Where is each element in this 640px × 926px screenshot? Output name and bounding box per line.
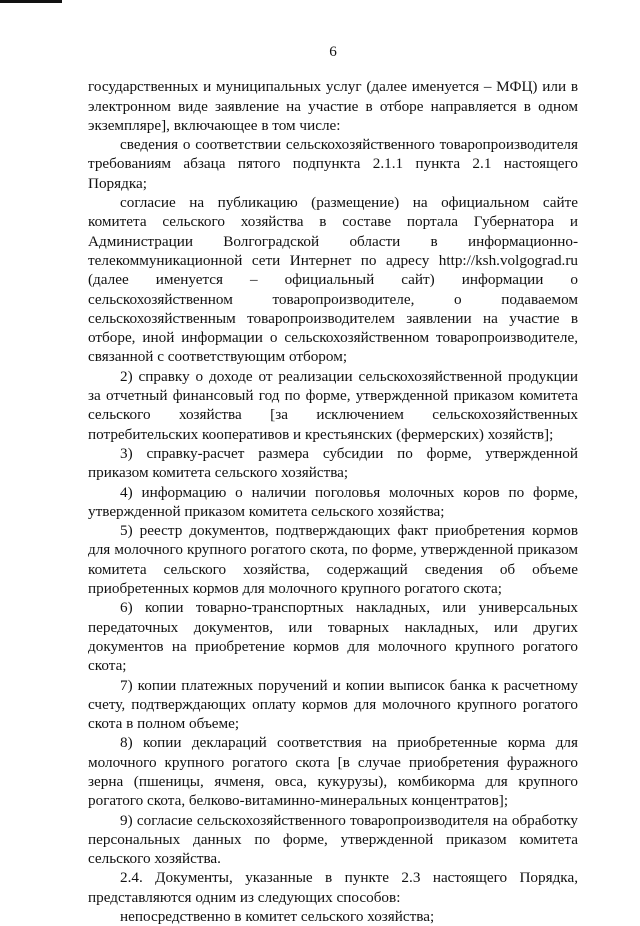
- paragraph-direct-submission: непосредственно в комитет сельского хозяйства;: [120, 908, 435, 926]
- paragraph-continuation: государственных и муниципальных услуг (далее именуется – МФЦ) или в электронном виде заявление на участие в отборе направляется в одном экземпляре], включающее в том числе:: [88, 78, 578, 134]
- paragraph-item-5: 5) реестр документов, подтверждающих факт приобретения кормов для молочного крупного рогатого скота, по форме, утвержденной приказом комитета сельского хозяйства, содержащий сведения об объеме приобретенных кормов для молочного крупного рогатого скота;: [88, 522, 578, 598]
- paragraph-publication-consent: согласие на публикацию (размещение) на официальном сайте комитета сельского хозяйства в составе портала Губернатора и Администрации Волгоградской области в информационно-телекоммуникационной сети Интернет по адресу http://ksh.volgograd.ru (далее именуется – официальный сайт) информации о сельскохозяйственном товаропроизводителе, о подаваемом сельскохозяйственным товаропроизводителем заявлении на участие в отборе, иной информации о сельскохозяйственном товаропроизводителе, связанной с соответствующим отбором;: [88, 194, 578, 366]
- paragraph-item-7: 7) копии платежных поручений и копии выписок банка к расчетному счету, подтверждающих оплату кормов для молочного крупного рогатого скота в полном объеме;: [88, 676, 578, 733]
- paragraph-item-9: 9) согласие сельскохозяйственного товаропроизводителя на обработку персональных данных по форме, утвержденной приказом комитета сельского хозяйства.: [88, 811, 578, 868]
- document-page: [88, 0, 578, 926]
- paragraph-section-2-4: 2.4. Документы, указанные в пункте 2.3 настоящего Порядка, представляются одним из следующих способов:: [88, 869, 578, 906]
- paragraph-item-6: 6) копии товарно-транспортных накладных, или универсальных передаточных документов, или товарных накладных, или других документов на приобретение кормов для молочного крупного рогатого скота;: [88, 599, 578, 675]
- page-number: 6: [329, 43, 337, 60]
- paragraph-item-8: 8) копии деклараций соответствия на приобретенные корма для молочного крупного рогатого скота [в случае приобретения фуражного зерна (пшеницы, ячменя, овса, кукурузы), комбикорма для крупного рогатого скота, белково-витаминно-минеральных концентратов];: [88, 734, 578, 810]
- paragraph-item-2: 2) справку о доходе от реализации сельскохозяйственной продукции за отчетный финансовый год по форме, утвержденной приказом комитета сельского хозяйства [за исключением сельскохозяйственных потребительских кооперативов и крестьянских (фермерских) хозяйств];: [88, 367, 578, 443]
- corner-mark: [0, 0, 62, 3]
- paragraph-item-4: 4) информацию о наличии поголовья молочных коров по форме, утвержденной приказом комитета сельского хозяйства;: [88, 483, 578, 520]
- paragraph-compliance-info: сведения о соответствии сельскохозяйственного товаропроизводителя требованиям абзаца пятого подпункта 2.1.1 пункта 2.1 настоящего Порядка;: [88, 136, 578, 192]
- paragraph-item-3: 3) справку-расчет размера субсидии по форме, утвержденной приказом комитета сельского хозяйства;: [88, 444, 578, 482]
